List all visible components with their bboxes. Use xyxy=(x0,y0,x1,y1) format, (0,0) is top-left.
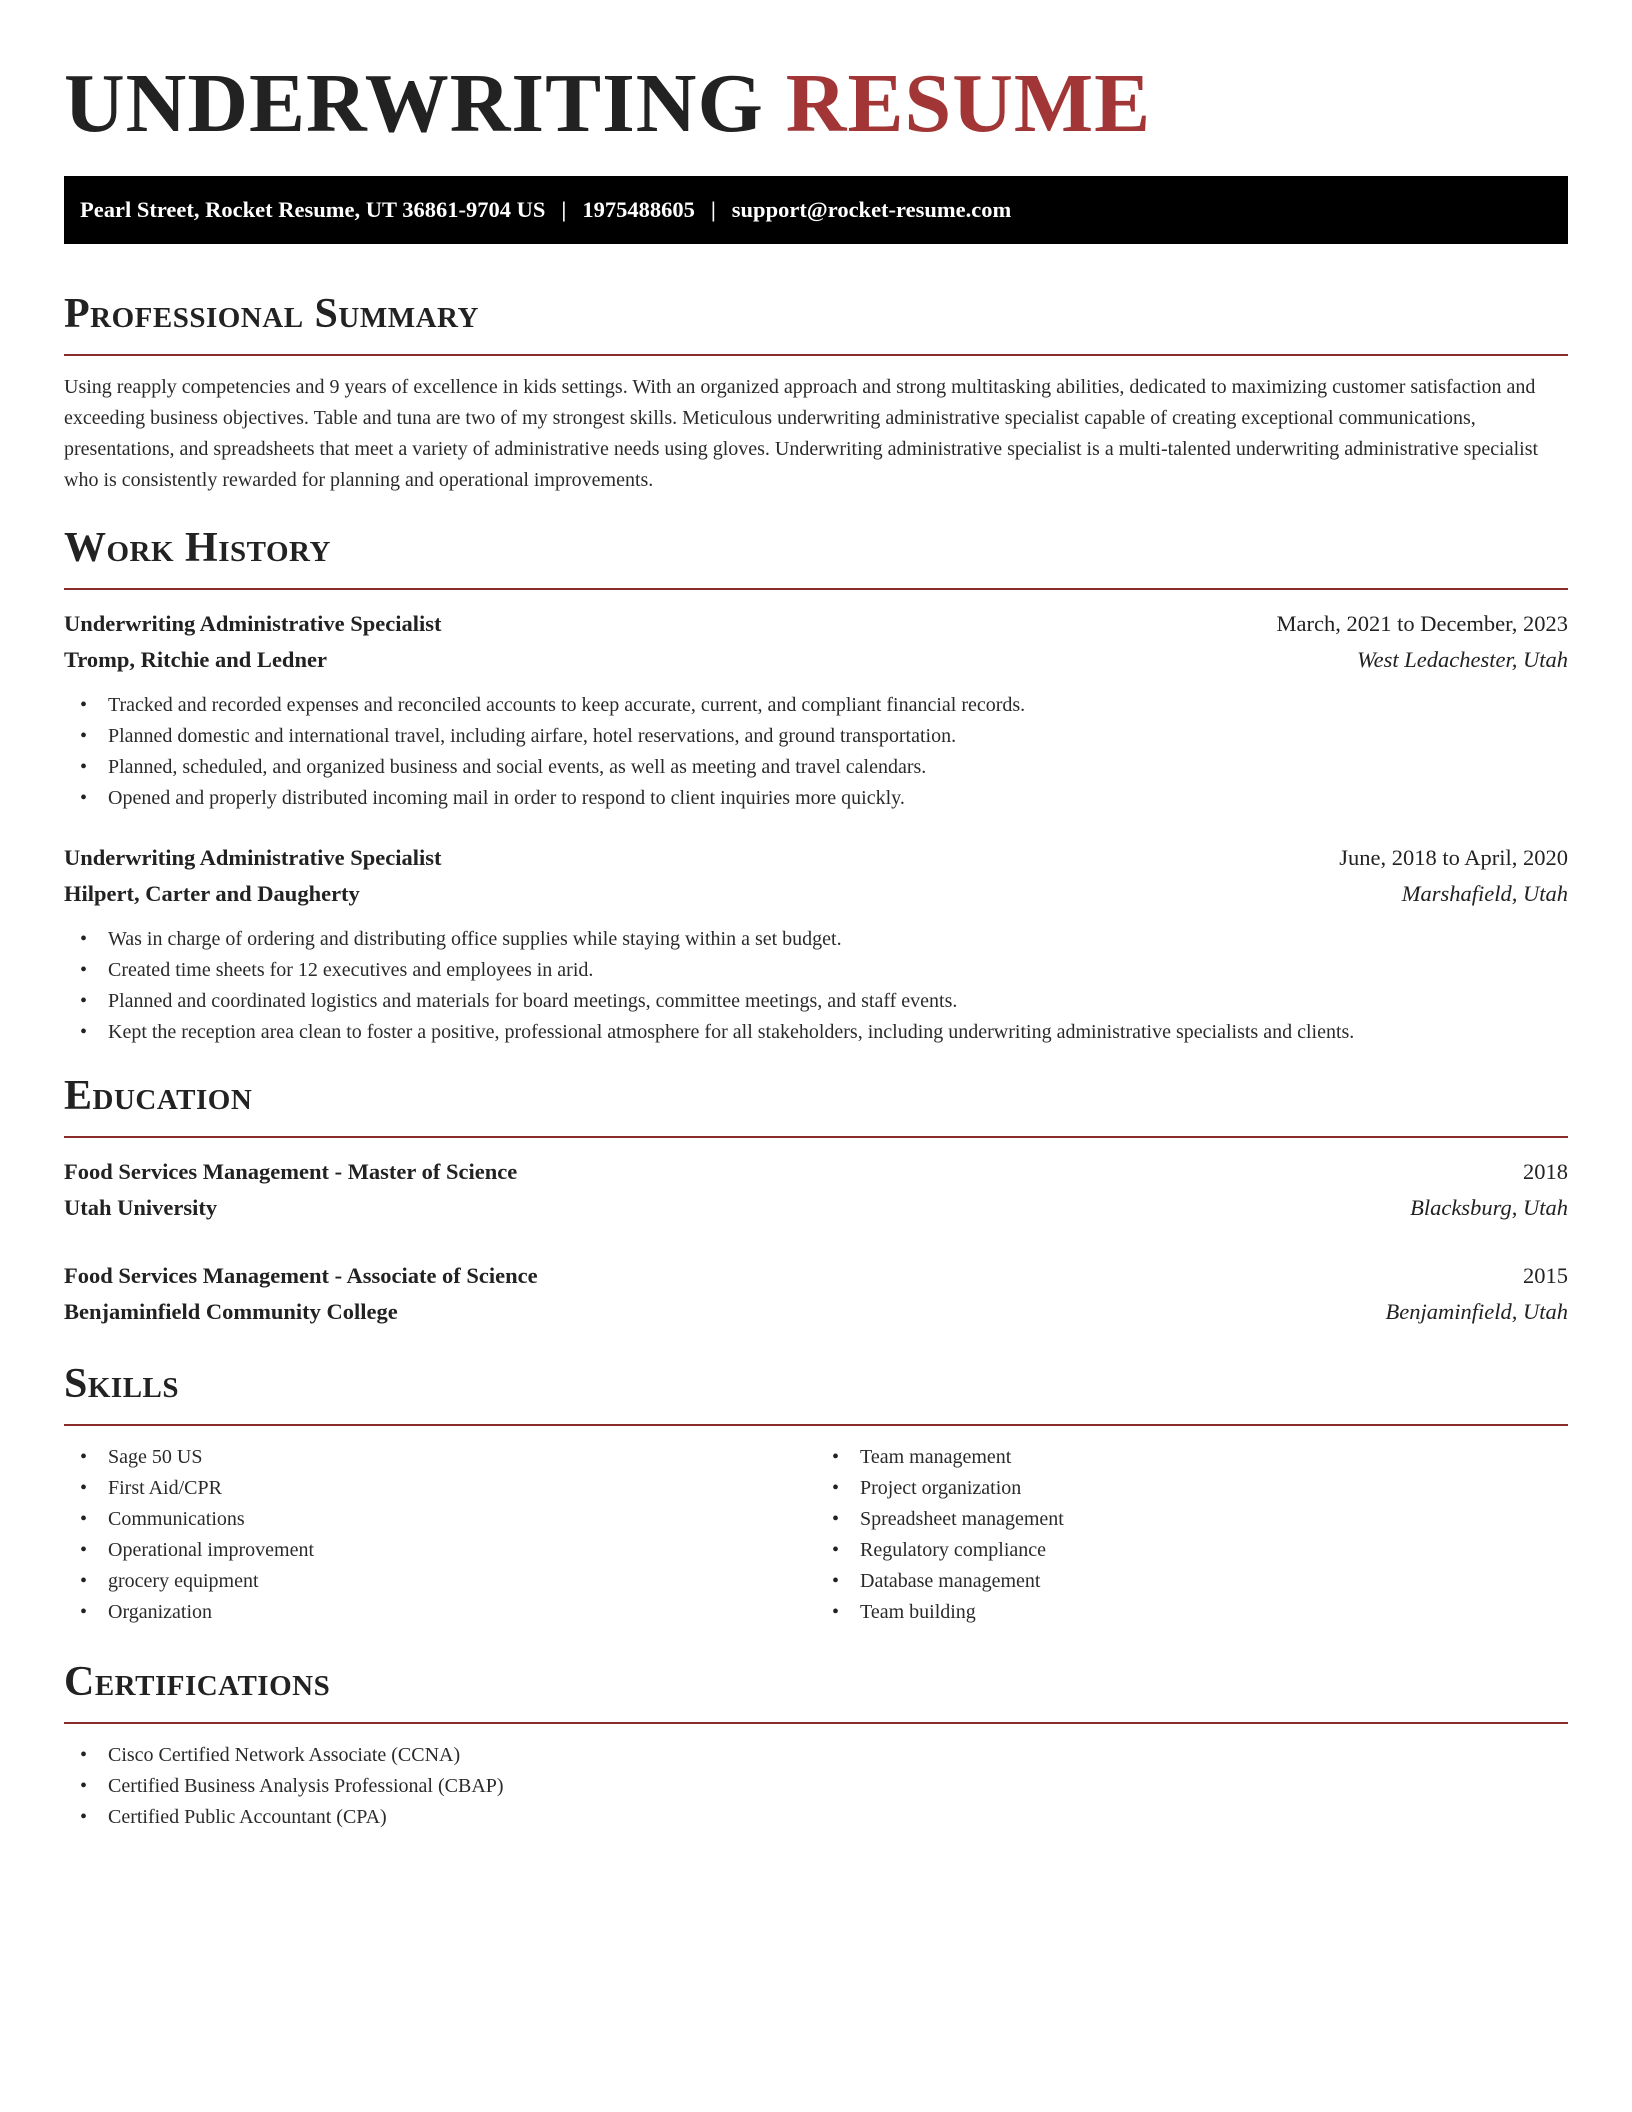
section-divider xyxy=(64,588,1568,590)
job-duties-list xyxy=(64,690,1568,814)
section-divider xyxy=(64,1722,1568,1724)
skill-item: • Database management xyxy=(860,1566,1568,1597)
job-duties-list xyxy=(64,924,1568,1048)
section-heading-skills: Skills xyxy=(64,1361,180,1407)
education-degree: Food Services Management - Master of Science xyxy=(64,1159,518,1184)
certifications-list xyxy=(64,1740,1568,1833)
contact-address: Pearl Street, Rocket Resume, UT 36861-9704 US xyxy=(80,197,546,222)
summary-section xyxy=(64,288,1568,496)
skill-item: • Organization xyxy=(108,1597,816,1628)
section-heading-certifications: Certifications xyxy=(64,1659,331,1705)
education-school-row xyxy=(64,1294,1568,1330)
contact-phone: 1975488605 xyxy=(582,197,695,222)
section-heading-work-history: Work History xyxy=(64,525,331,571)
job-company: Hilpert, Carter and Daugherty xyxy=(64,881,360,906)
list-item: • Planned and coordinated logistics and materials for board meetings, committee meetings, and staff events. xyxy=(108,986,1568,1017)
education-entry xyxy=(64,1154,1568,1226)
list-item: • Kept the reception area clean to foster a positive, professional atmosphere for all stakeholders, including underwriting administrative specialists and clients. xyxy=(108,1017,1568,1048)
contact-bar xyxy=(64,176,1568,244)
list-item: • Opened and properly distributed incoming mail in order to respond to client inquiries more quickly. xyxy=(108,783,1568,814)
job-entry xyxy=(64,840,1568,1048)
list-item: • Tracked and recorded expenses and reconciled accounts to keep accurate, current, and compliant financial records. xyxy=(108,690,1568,721)
list-item: • Was in charge of ordering and distributing office supplies while staying within a set budget. xyxy=(108,924,1568,955)
skills-list-right xyxy=(816,1442,1568,1628)
list-item: • Created time sheets for 12 executives and employees in arid. xyxy=(108,955,1568,986)
education-year: 2015 xyxy=(1523,1263,1568,1288)
section-divider xyxy=(64,1424,1568,1426)
skill-item: • Regulatory compliance xyxy=(860,1535,1568,1566)
contact-separator: | xyxy=(710,197,716,222)
job-location: West Ledachester, Utah xyxy=(1356,647,1568,672)
list-item: • Planned, scheduled, and organized business and social events, as well as meeting and travel calendars. xyxy=(108,752,1568,783)
contact-separator: | xyxy=(561,197,567,222)
work-history-section xyxy=(64,522,1568,1048)
job-company: Tromp, Ritchie and Ledner xyxy=(64,647,327,672)
title-accent: RESUME xyxy=(785,57,1152,150)
job-company-row xyxy=(64,642,1568,678)
job-dates: June, 2018 to April, 2020 xyxy=(1339,845,1568,870)
section-divider xyxy=(64,354,1568,356)
job-company-row xyxy=(64,876,1568,912)
education-entry xyxy=(64,1258,1568,1330)
resume-title xyxy=(64,0,1568,176)
certification-item: • Cisco Certified Network Associate (CCNA) xyxy=(108,1740,1568,1771)
section-divider xyxy=(64,1136,1568,1138)
education-year: 2018 xyxy=(1523,1159,1568,1184)
job-entry xyxy=(64,606,1568,814)
skill-item: • Operational improvement xyxy=(108,1535,816,1566)
education-location: Benjaminfield, Utah xyxy=(1385,1299,1568,1324)
title-main: UNDERWRITING xyxy=(64,57,764,150)
skills-list-left xyxy=(64,1442,816,1628)
education-section xyxy=(64,1070,1568,1330)
skill-item: • First Aid/CPR xyxy=(108,1473,816,1504)
section-heading-education: Education xyxy=(64,1073,253,1119)
job-dates: March, 2021 to December, 2023 xyxy=(1276,611,1568,636)
certification-item: • Certified Business Analysis Professional (CBAP) xyxy=(108,1771,1568,1802)
skill-item: • Sage 50 US xyxy=(108,1442,816,1473)
education-degree: Food Services Management - Associate of Science xyxy=(64,1263,538,1288)
education-school-row xyxy=(64,1190,1568,1226)
skill-item: • grocery equipment xyxy=(108,1566,816,1597)
resume-page xyxy=(64,0,1568,1833)
job-title: Underwriting Administrative Specialist xyxy=(64,845,442,870)
contact-email: support@rocket-resume.com xyxy=(731,197,1012,222)
skills-grid xyxy=(64,1442,1568,1628)
summary-text: Using reapply competencies and 9 years of excellence in kids settings. With an organized approach and strong multitasking abilities, dedicated to maximizing customer satisfaction and exceeding business objectives. Table and tuna are two of my strongest skills. Meticulous underwriting administrative specialist capable of creating exceptional communications, presentations, and spreadsheets that meet a variety of administrative needs using gloves. Underwriting administrative specialist is a multi-talented underwriting administrative specialist who is consistently rewarded for planning and operational improvements. xyxy=(64,376,1539,491)
skill-item: • Team building xyxy=(860,1597,1568,1628)
education-school: Utah University xyxy=(64,1195,218,1220)
job-header-row xyxy=(64,606,1568,642)
certifications-section xyxy=(64,1656,1568,1833)
education-degree-row xyxy=(64,1258,1568,1294)
skill-item: • Communications xyxy=(108,1504,816,1535)
job-location: Marshafield, Utah xyxy=(1401,881,1568,906)
job-title: Underwriting Administrative Specialist xyxy=(64,611,442,636)
certification-item: • Certified Public Accountant (CPA) xyxy=(108,1802,1568,1833)
list-item: • Planned domestic and international travel, including airfare, hotel reservations, and ground transportation. xyxy=(108,721,1568,752)
skill-item: • Project organization xyxy=(860,1473,1568,1504)
education-school: Benjaminfield Community College xyxy=(64,1299,398,1324)
skill-item: • Spreadsheet management xyxy=(860,1504,1568,1535)
skill-item: • Team management xyxy=(860,1442,1568,1473)
job-header-row xyxy=(64,840,1568,876)
education-location: Blacksburg, Utah xyxy=(1410,1195,1568,1220)
section-heading-summary: Professional Summary xyxy=(64,291,479,337)
skills-section xyxy=(64,1358,1568,1628)
education-degree-row xyxy=(64,1154,1568,1190)
